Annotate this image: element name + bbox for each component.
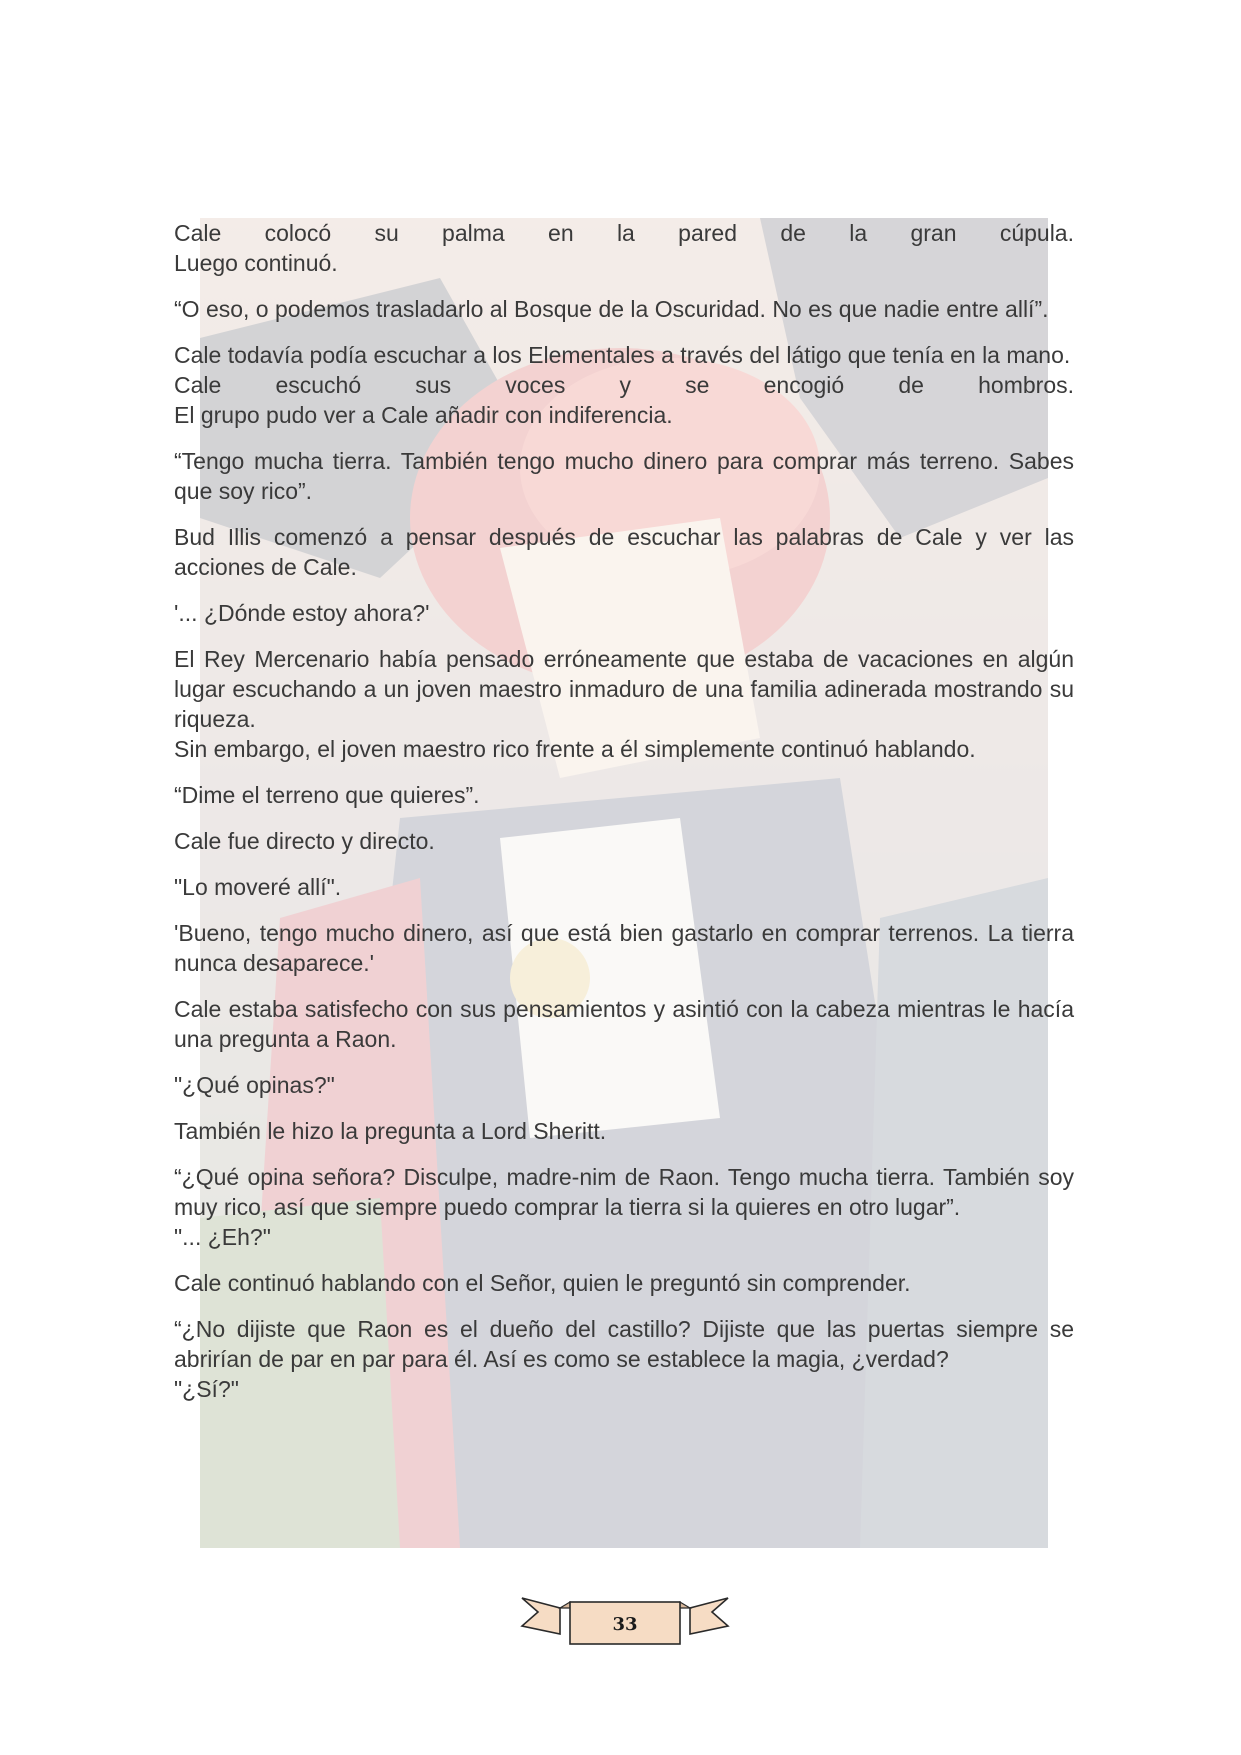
text-line: Cale continuó hablando con el Señor, quien le preguntó sin comprender.	[174, 1270, 911, 1296]
text-line: "¿Qué opinas?"	[174, 1072, 335, 1098]
text-line: Sin embargo, el joven maestro rico frente a él simplemente continuó hablando.	[174, 736, 976, 762]
text-line: “O eso, o podemos trasladarlo al Bosque de la Oscuridad. No es que nadie entre allí”.	[174, 296, 1049, 322]
text-line: "... ¿Eh?"	[174, 1224, 271, 1250]
paragraph	[174, 1314, 1074, 1404]
text-line: '... ¿Dónde estoy ahora?'	[174, 600, 430, 626]
page-number: 33	[612, 1614, 638, 1635]
text-line: El grupo pudo ver a Cale añadir con indiferencia.	[174, 402, 673, 428]
text-line: “Tengo mucha tierra. También tengo mucho dinero para comprar más terreno. Sabes que soy rico”.	[174, 448, 1074, 504]
text-line: “¿No dijiste que Raon es el dueño del castillo? Dijiste que las puertas siempre se abrirían de par en par para él. Así es como se establece la magia, ¿verdad?	[174, 1316, 1074, 1372]
paragraph	[174, 918, 1074, 978]
text-line: Cale estaba satisfecho con sus pensamientos y asintió con la cabeza mientras le hacía una pregunta a Raon.	[174, 996, 1074, 1052]
paragraph	[174, 994, 1074, 1054]
paragraph	[174, 294, 1074, 324]
paragraph	[174, 826, 1074, 856]
text-line: Luego continuó.	[174, 250, 338, 276]
paragraph	[174, 1268, 1074, 1298]
text-line: Cale escuchó sus voces y se encogió de hombros.	[174, 372, 1074, 398]
paragraph	[174, 522, 1074, 582]
text-line: “Dime el terreno que quieres”.	[174, 782, 480, 808]
paragraph	[174, 872, 1074, 902]
text-line: Bud Illis comenzó a pensar después de escuchar las palabras de Cale y ver las acciones de Cale.	[174, 524, 1074, 580]
text-line: "Lo moveré allí".	[174, 874, 342, 900]
chapter-text	[174, 218, 1074, 1420]
text-line: Cale fue directo y directo.	[174, 828, 435, 854]
text-line: "¿Sí?"	[174, 1376, 239, 1402]
paragraph	[174, 780, 1074, 810]
paragraph	[174, 598, 1074, 628]
paragraph	[174, 644, 1074, 764]
text-line: El Rey Mercenario había pensado erróneamente que estaba de vacaciones en algún lugar escuchando a un joven maestro inmaduro de una familia adinerada mostrando su riqueza.	[174, 646, 1074, 732]
text-line: “¿Qué opina señora? Disculpe, madre-nim de Raon. Tengo mucha tierra. También soy muy rico, así que siempre puedo comprar la tierra si la quieres en otro lugar”.	[174, 1164, 1074, 1220]
paragraph	[174, 218, 1074, 278]
paragraph	[174, 1070, 1074, 1100]
paragraph	[174, 1162, 1074, 1252]
paragraph	[174, 340, 1074, 430]
paragraph	[174, 1116, 1074, 1146]
paragraph	[174, 446, 1074, 506]
text-line: Cale colocó su palma en la pared de la gran cúpula.	[174, 220, 1074, 246]
text-line: También le hizo la pregunta a Lord Sheritt.	[174, 1118, 607, 1144]
page-number-banner	[520, 1590, 730, 1650]
text-line: Cale todavía podía escuchar a los Elementales a través del látigo que tenía en la mano.	[174, 342, 1071, 368]
text-line: 'Bueno, tengo mucho dinero, así que está bien gastarlo en comprar terrenos. La tierra nunca desaparece.'	[174, 920, 1074, 976]
